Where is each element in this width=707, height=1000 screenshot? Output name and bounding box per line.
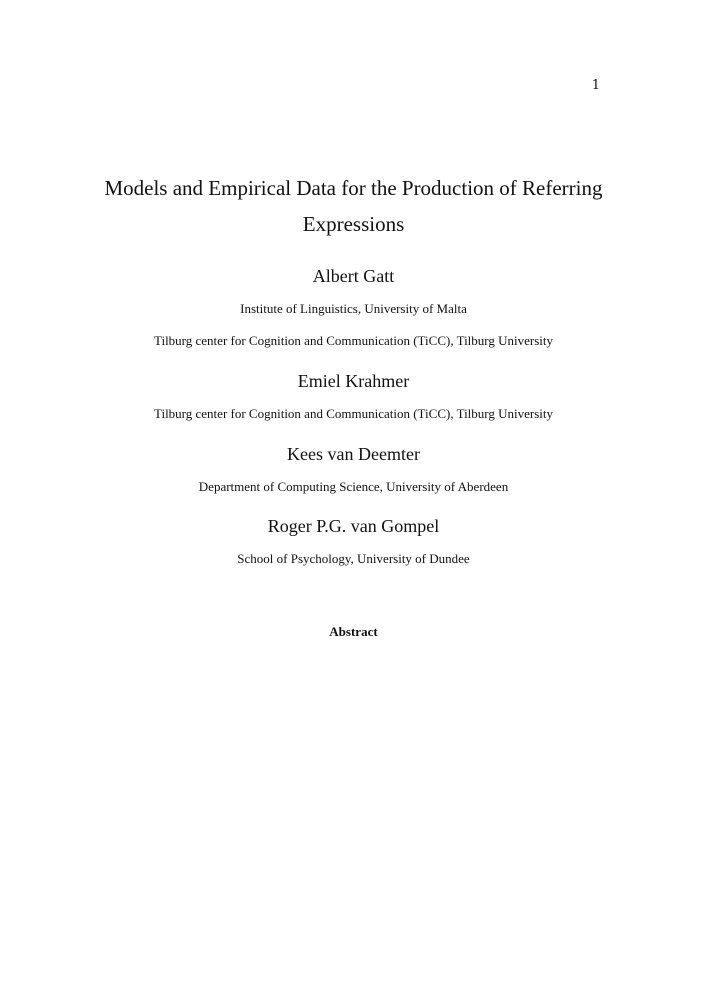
author-affiliation: Tilburg center for Cognition and Communication (TiCC), Tilburg University xyxy=(153,406,554,421)
author-affiliation: Tilburg center for Cognition and Communication (TiCC), Tilburg University xyxy=(153,333,554,348)
author-kees-van-deemter xyxy=(0,442,707,496)
title-line-1: Models and Empirical Data for the Production of Referring xyxy=(104,176,603,200)
page-number: 1 xyxy=(591,78,600,93)
author-name: Kees van Deemter xyxy=(287,444,420,464)
author-albert-gatt xyxy=(0,264,707,350)
title-line-2: Expressions xyxy=(302,212,405,236)
abstract-heading: Abstract xyxy=(329,624,378,639)
author-roger-van-gompel xyxy=(0,514,707,568)
author-affiliation: Department of Computing Science, University of Aberdeen xyxy=(198,479,509,494)
author-name: Roger P.G. van Gompel xyxy=(267,516,440,536)
author-name: Emiel Krahmer xyxy=(297,371,410,391)
paper-title xyxy=(0,170,707,242)
author-name: Albert Gatt xyxy=(312,266,395,286)
author-affiliation: Institute of Linguistics, University of Malta xyxy=(240,301,467,316)
author-emiel-krahmer xyxy=(0,369,707,423)
author-affiliation: School of Psychology, University of Dundee xyxy=(237,551,470,566)
